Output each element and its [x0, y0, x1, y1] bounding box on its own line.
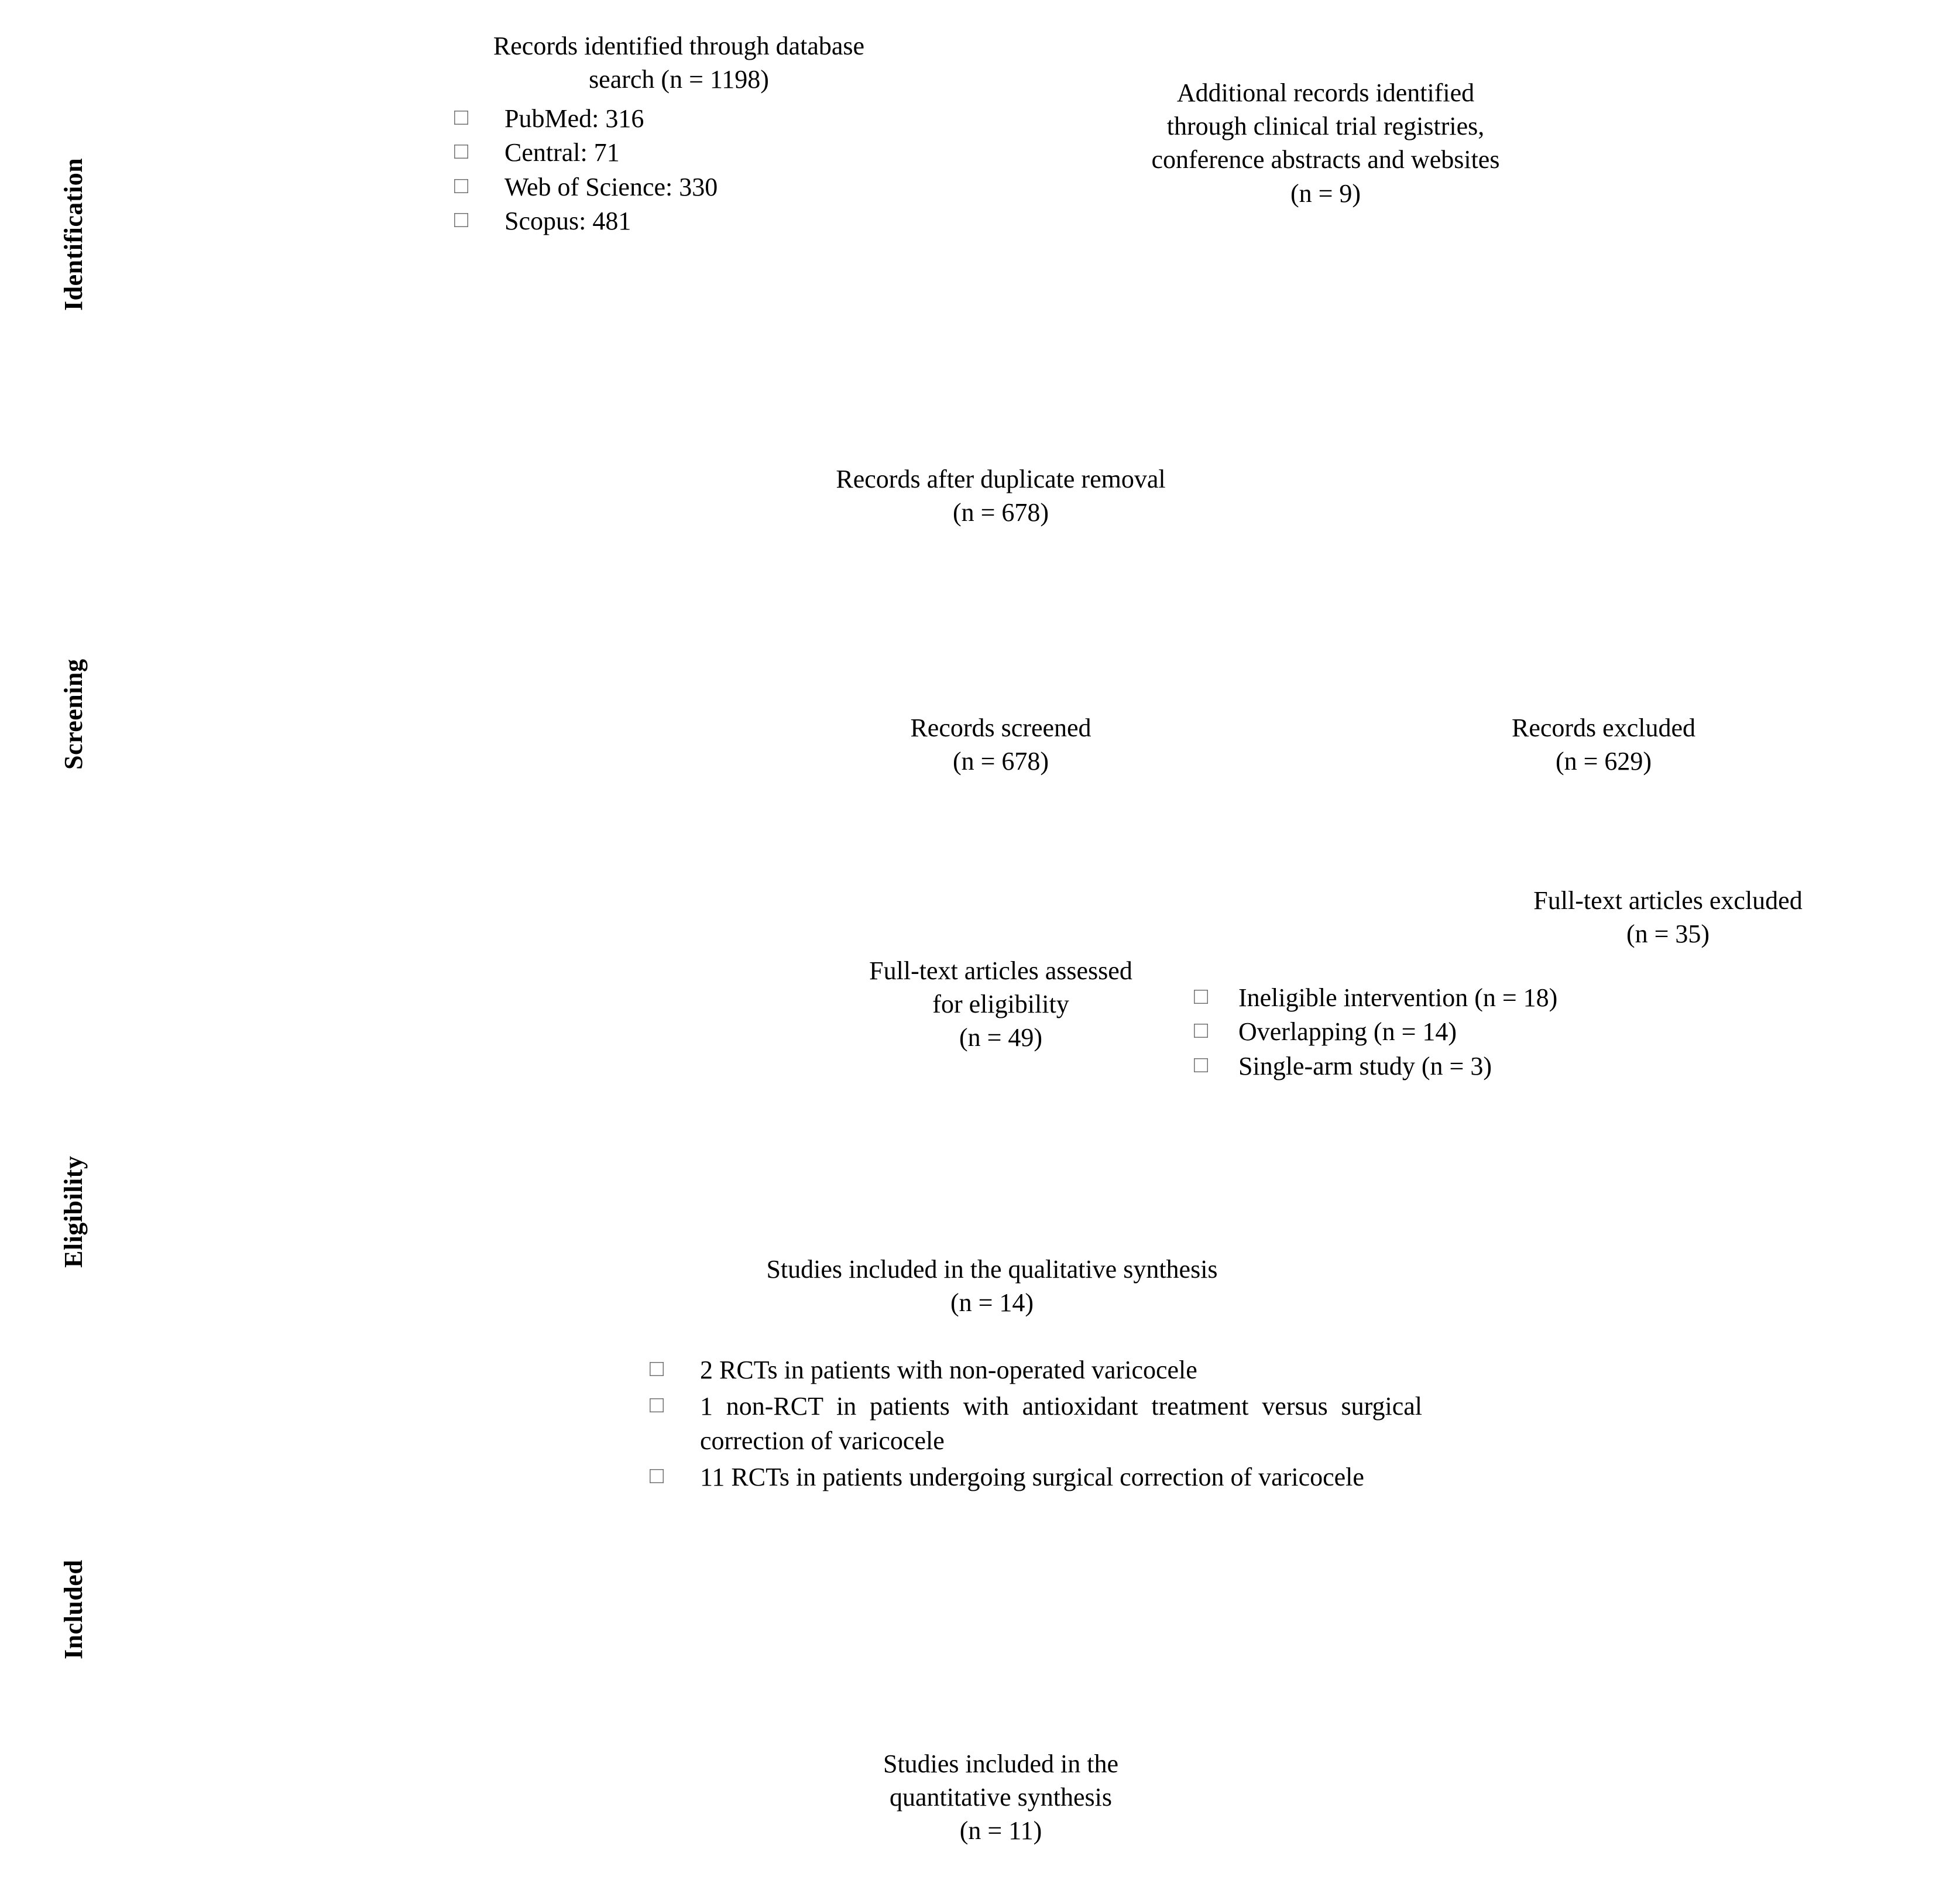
- records-screened-line1: Records screened: [910, 713, 1091, 742]
- additional-records-line3: conference abstracts and websites: [1151, 145, 1500, 174]
- records-excluded-line1: Records excluded: [1512, 713, 1695, 742]
- list-item-label: 2 RCTs in patients with non-operated varicocele: [700, 1356, 1197, 1385]
- box-quantitative-synthesis: [784, 1747, 1217, 1848]
- records-screened-line2: (n = 678): [952, 747, 1049, 776]
- database-search-title-line2: search (n = 1198): [589, 65, 769, 94]
- list-item-label: PubMed: 316: [504, 104, 644, 133]
- quantitative-synthesis-line3: (n = 11): [959, 1816, 1042, 1845]
- additional-records-line2: through clinical trial registries,: [1166, 112, 1485, 141]
- list-item-label: Scopus: 481: [504, 206, 631, 235]
- quantitative-synthesis-line1: Studies included in the: [883, 1749, 1119, 1778]
- square-bullet-icon: □: [454, 205, 469, 232]
- fulltext-excluded-list: [1188, 981, 1908, 1083]
- additional-records-line1: Additional records identified: [1176, 78, 1475, 107]
- list-item: [1188, 981, 1908, 1015]
- box-records-screened: [796, 711, 1206, 778]
- square-bullet-icon: □: [650, 1355, 664, 1382]
- fulltext-assessed-line1: Full-text articles assessed: [869, 956, 1132, 985]
- list-item-label: 1 non-RCT in patients with antioxidant treatment versus surgical correction of varicocele: [700, 1392, 1422, 1455]
- list-item-label: Overlapping (n = 14): [1238, 1017, 1457, 1047]
- list-item: [1188, 1049, 1908, 1083]
- square-bullet-icon: □: [1194, 983, 1209, 1010]
- box-fulltext-assessed: [778, 954, 1223, 1055]
- fulltext-assessed-line2: for eligibility: [932, 990, 1069, 1019]
- box-records-excluded: [1399, 711, 1808, 778]
- box-fulltext-excluded: [1194, 884, 1908, 1083]
- additional-records-line4: (n = 9): [1290, 179, 1361, 208]
- list-item: [644, 1460, 1484, 1494]
- qualitative-synthesis-list: [644, 1353, 1422, 1494]
- stage-label-screening: Screening: [59, 658, 88, 770]
- square-bullet-icon: □: [650, 1462, 664, 1488]
- list-item: [644, 1390, 1422, 1457]
- records-excluded-line2: (n = 629): [1555, 747, 1652, 776]
- list-item: [644, 1353, 1422, 1387]
- database-search-list: [404, 102, 954, 238]
- stage-label-identification: Identification: [59, 157, 88, 311]
- fulltext-assessed-line3: (n = 49): [959, 1023, 1043, 1052]
- fulltext-excluded-line1: Full-text articles excluded: [1533, 886, 1803, 915]
- list-item: [448, 102, 954, 136]
- list-item-label: Ineligible intervention (n = 18): [1238, 983, 1558, 1013]
- list-item-label: Web of Science: 330: [504, 172, 718, 201]
- box-database-search: [404, 29, 954, 238]
- square-bullet-icon: □: [1194, 1017, 1209, 1044]
- list-item: [1188, 1015, 1908, 1049]
- duplicates-removed-line2: (n = 678): [952, 498, 1049, 527]
- list-item: [448, 136, 954, 170]
- box-duplicates-removed: [720, 462, 1282, 529]
- qualitative-synthesis-line1: Studies included in the qualitative synthesis: [766, 1255, 1218, 1284]
- box-qualitative-synthesis: [638, 1253, 1422, 1494]
- stage-label-eligibility: Eligibility: [59, 1155, 88, 1268]
- box-additional-records: [1077, 76, 1574, 210]
- square-bullet-icon: □: [454, 104, 469, 131]
- qualitative-synthesis-line2: (n = 14): [950, 1288, 1034, 1318]
- fulltext-excluded-line2: (n = 35): [1626, 920, 1710, 949]
- database-search-title-line1: Records identified through database: [493, 32, 865, 60]
- list-item: [448, 170, 954, 204]
- square-bullet-icon: □: [454, 138, 469, 164]
- list-item-label: Single-arm study (n = 3): [1238, 1051, 1492, 1080]
- duplicates-removed-line1: Records after duplicate removal: [836, 465, 1166, 493]
- square-bullet-icon: □: [454, 171, 469, 198]
- list-item-label: Central: 71: [504, 138, 620, 167]
- stage-label-included: Included: [59, 1559, 88, 1660]
- list-item-label: 11 RCTs in patients undergoing surgical correction of varicocele: [700, 1462, 1364, 1491]
- square-bullet-icon: □: [1194, 1051, 1209, 1078]
- quantitative-synthesis-line2: quantitative synthesis: [889, 1783, 1113, 1812]
- square-bullet-icon: □: [650, 1391, 664, 1418]
- list-item: [448, 204, 954, 238]
